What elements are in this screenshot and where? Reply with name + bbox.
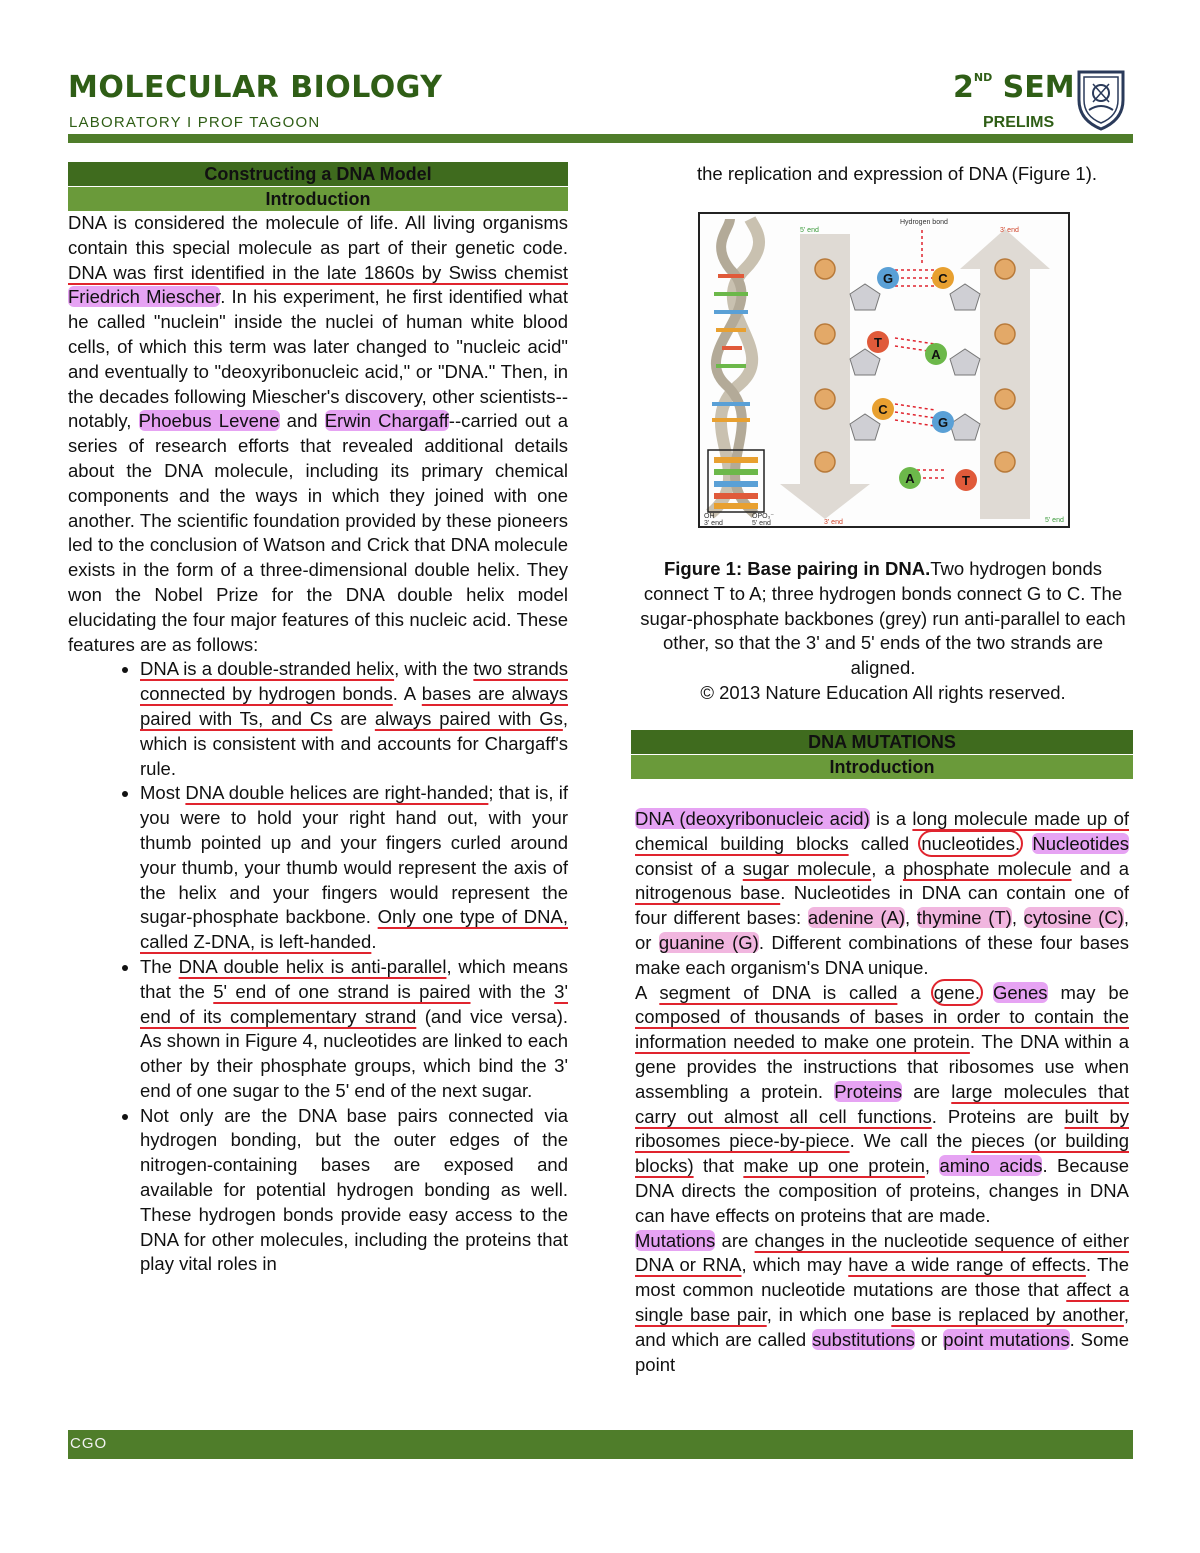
genes-paragraph: A segment of DNA is called a gene. Genes may be composed of thousands of bases in order to contain the information needed to make one protein. The DNA within a gene provides the instructions that ribosomes use when assembling a protein. Proteins are large molecules that carry out almost all cell functions. Proteins are built by ribosomes piece-by-piece. We call the pieces (or building blocks) that make up one protein, amino acids. Because DNA directs the composition of proteins, changes in DNA can have effects on proteins that are made. <box>635 981 1130 1226</box>
svg-text:G: G <box>937 415 949 430</box>
svg-text:A: A <box>905 471 915 486</box>
svg-text:3' end: 3' end <box>1000 227 1019 234</box>
figure-caption: Figure 1: Base pairing in DNA.Two hydrogen bonds connect T to A; three hydrogen bonds connect G to C. The sugar-phosphate backbones (grey) run anti-parallel to each other, so that the 3' and 5' ends of the two strands are aligned. © 2013 Nature Education All rights reserved. <box>640 558 1126 703</box>
svg-text:5' end: 5' end <box>752 520 771 526</box>
svg-text:3' end: 3' end <box>704 520 723 526</box>
dna-diagram <box>700 214 1068 526</box>
section-title-dna-mutations: DNA MUTATIONS <box>631 730 1133 754</box>
header-divider-bar <box>68 134 1133 143</box>
svg-text:5' end: 5' end <box>1045 517 1064 524</box>
list-item: • The DNA double helix is anti-parallel, which means that the 5' end of one strand is paired with the 3' end of its complementary strand (and vice versa). As shown in Figure 4, nucleotides are linked to each other by their phosphate groups, which bind the 3' end of one sugar to the 5' end of the next sugar. <box>140 955 568 1104</box>
svg-text:T: T <box>874 335 882 350</box>
course-title: MOLECULAR BIOLOGY <box>68 70 443 105</box>
exam-label: PRELIMS <box>983 114 1055 131</box>
svg-text:C: C <box>878 402 888 417</box>
svg-text:OH: OH <box>704 513 715 520</box>
semester-label: 2ND SEM <box>953 70 1075 105</box>
nucleotides-paragraph: DNA (deoxyribonucleic acid) is a long molecule made up of chemical building blocks called nucleotides. Nucleotides consist of a sugar molecule, a phosphate molecule and a nitrogenous base. Nucleotides in DNA can contain one of four different bases: adenine (A), thymine (T), cytosine (C), or guanine (G). Different combinations of these four bases make each organism's DNA unique. <box>635 808 1130 978</box>
double-helix-illustration <box>708 219 764 514</box>
svg-text:G: G <box>882 271 894 286</box>
mutations-paragraph: Mutations are changes in the nucleotide sequence of either DNA or RNA, which may have a wide range of effects. The most common nucleotide mutations are those that affect a single base pair, in which one base is replaced by another, and which are called substitutions or point mutations. Some point <box>635 1229 1130 1375</box>
list-item: • Not only are the DNA base pairs connected via hydrogen bonding, but the outer edges of the nitrogen-containing bases are exposed and available for potential hydrogen bonding as well. These hydrogen bonds provide easy access to the DNA for other molecules, including the proteins that play vital roles in <box>140 1104 568 1278</box>
svg-text:OPO₃⁻: OPO₃⁻ <box>752 513 775 520</box>
school-crest-logo <box>1073 66 1129 132</box>
intro-paragraph: DNA is considered the molecule of life. All living organisms contain this special molecule as part of their genetic code. DNA was first identified in the late 1860s by Swiss chemist Friedrich Miescher. In his experiment, he first identified what he called "nuclein" inside the nuclei of human white blood cells, of which this term was later changed to "nucleic acid" and eventually to "deoxyribonucleic acid," or "DNA." Then, in the decades following Miescher's discovery, other scientists--notably, Phoebus Levene and Erwin Chargaff--carried out a series of research efforts that revealed additional details about the DNA molecule, including its primary chemical components and the ways in which they joined with one another. The scientific foundation provided by these pioneers led to the conclusion of Watson and Crick that DNA molecule exists in the form of a three-dimensional double helix. They won the Nobel Prize for the DNA double helix model elucidating the four major features of this nucleic acid. These features are as follows: <box>68 212 568 655</box>
section-title-dna-model: Constructing a DNA Model <box>68 162 568 186</box>
svg-text:5' end: 5' end <box>800 227 819 234</box>
continued-text: the replication and expression of DNA (Figure 1). <box>697 163 1098 184</box>
section-subtitle-introduction: Introduction <box>68 186 568 211</box>
features-list <box>68 657 568 1277</box>
svg-text:Hydrogen bond: Hydrogen bond <box>900 219 948 226</box>
right-column <box>631 730 1133 1377</box>
svg-text:A: A <box>931 347 941 362</box>
left-column <box>68 162 568 1277</box>
list-item: • Most DNA double helices are right-handed; that is, if you were to hold your right hand out, with your thumb pointed up and your fingers curled around your thumb, your thumb would represent the axis of the helix and your fingers would represent the sugar-phosphate backbone. Only one type of DNA, called Z-DNA, is left-handed. <box>140 781 568 955</box>
section-subtitle-introduction-2: Introduction <box>631 754 1133 779</box>
course-subtitle: LABORATORY I PROF TAGOON <box>69 114 321 131</box>
svg-text:3' end: 3' end <box>824 519 843 526</box>
figure-dna-base-pairing <box>698 212 1070 528</box>
svg-text:T: T <box>962 473 970 488</box>
footer-label: CGO <box>70 1435 108 1452</box>
footer-bar <box>68 1430 1133 1459</box>
list-item: • DNA is a double-stranded helix, with the two strands connected by hydrogen bonds. A bases are always paired with Ts, and Cs are always paired with Gs, which is consistent with and accounts for Chargaff's rule. <box>140 657 568 781</box>
svg-text:C: C <box>938 271 948 286</box>
